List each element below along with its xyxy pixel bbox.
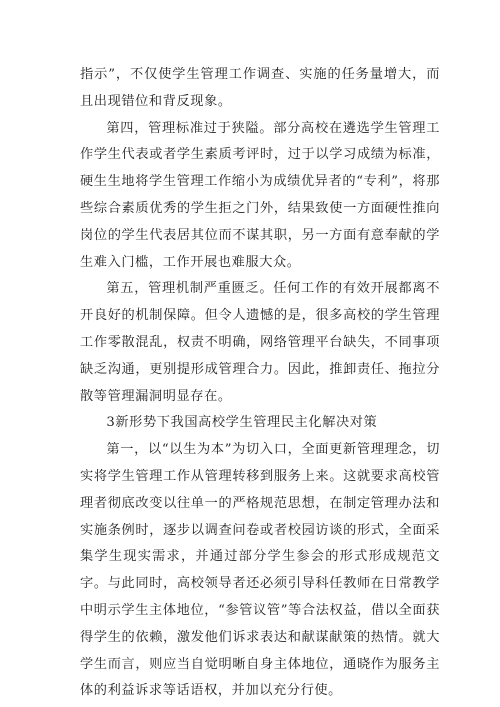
document-body	[80, 62, 440, 705]
paragraph-fifth-point: 第五，管理机制严重匮乏。任何工作的有效开展都离不开良好的机制保障。但令人遗憾的是，很多高校的学生管理工作零散混乱，权责不明确，网络管理平台缺失，不同事项缺乏沟通，更别提形成管理合力。因此，推卸责任、拖拉分散等管理漏洞明显存在。	[80, 281, 440, 404]
section-heading: 3新形势下我国高校学生管理民主化解决对策	[106, 415, 378, 431]
paragraph-continuation: 指示”，不仅使学生管理工作调查、实施的任务量增大，而且出现错位和背反现象。	[80, 67, 440, 109]
paragraph-fourth-point: 第四，管理标准过于狭隘。部分高校在遴选学生管理工作学生代表或者学生素质考评时，过于以学习成绩为标准，硬生生地将学生管理工作缩小为成绩优异者的“专利”，将那些综合素质优秀的学生拒之门外，结果致使一方面硬性推向岗位的学生代表居其位而不谋其职，另一方面有意奉献的学生难入门槛，工作开展也难服大众。	[80, 120, 440, 270]
paragraph-first-countermeasure: 第一，以“以生为本”为切入口，全面更新管理理念，切实将学生管理工作从管理转移到服务上来。这就要求高校管理者彻底改变以往单一的严格规范思想，在制定管理办法和实施条例时，逐步以调查问卷或者校园访谈的形式，全面采集学生现实需求，并通过部分学生参会的形式形成规范文字。与此同时，高校领导者还必须引导科任教师在日常教学中明示学生主体地位，“参管议管”等合法权益，借以全面获得学生的依赖，激发他们诉求表达和献谋献策的热情。就大学生而言，则应当自觉明晰自身主体地位，通晓作为服务主体的利益诉求等话语权，并加以充分行使。	[80, 442, 440, 699]
